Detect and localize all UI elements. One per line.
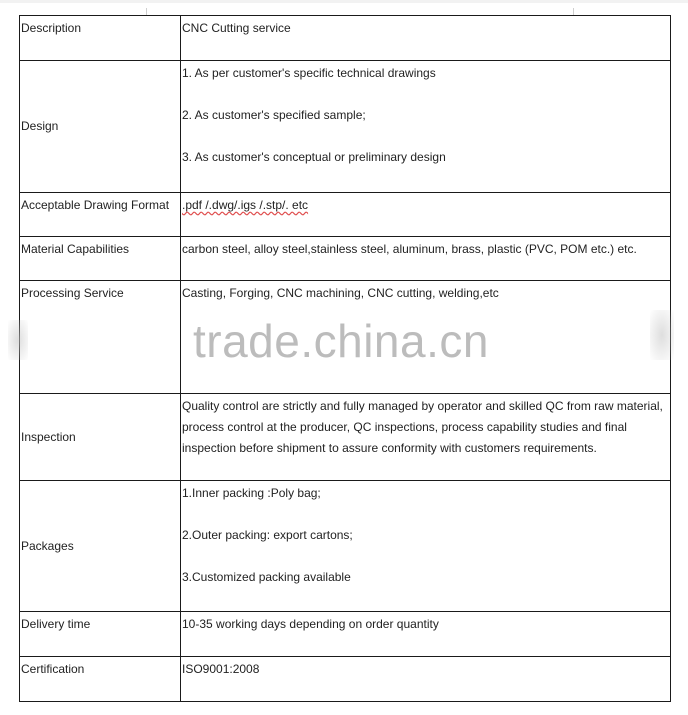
row-key bbox=[20, 394, 181, 481]
table-row-drawing-format bbox=[20, 193, 671, 237]
row-key bbox=[20, 481, 181, 612]
row-value-text: 3.Customized packing available bbox=[182, 570, 351, 584]
row-value bbox=[181, 193, 671, 237]
row-value-text: 10-35 working days depending on order quantity bbox=[182, 617, 439, 631]
row-value-text: 2. As customer's specified sample; bbox=[182, 108, 366, 122]
row-value bbox=[181, 237, 671, 281]
row-key bbox=[20, 657, 181, 702]
table-row-certification bbox=[20, 657, 671, 702]
table-row-material bbox=[20, 237, 671, 281]
table-row-delivery bbox=[20, 612, 671, 657]
row-key bbox=[20, 61, 181, 193]
row-value-text: Quality control are strictly and fully managed by operator and skilled QC from raw material, bbox=[182, 399, 663, 413]
table-row-packages bbox=[20, 481, 671, 612]
row-key bbox=[20, 281, 181, 394]
row-key-text: Material Capabilities bbox=[21, 242, 130, 256]
row-key-text: Delivery time bbox=[21, 617, 91, 631]
row-value-text: inspection before shipment to assure conformity with customers requirements. bbox=[182, 441, 597, 455]
row-key bbox=[20, 193, 181, 237]
row-key bbox=[20, 237, 181, 281]
row-value-text: carbon steel, alloy steel,stainless steel, aluminum, brass, plastic (PVC, POM etc.) etc. bbox=[182, 242, 637, 256]
row-value bbox=[181, 481, 671, 612]
row-value bbox=[181, 394, 671, 481]
row-value-text: 1. As per customer's specific technical drawings bbox=[182, 66, 436, 80]
row-value-text: ISO9001:2008 bbox=[182, 662, 260, 676]
row-value bbox=[181, 16, 671, 61]
row-value bbox=[181, 657, 671, 702]
row-value-text: 3. As customer's conceptual or preliminary design bbox=[182, 150, 446, 164]
table-row-inspection bbox=[20, 394, 671, 481]
table-row-design bbox=[20, 61, 671, 193]
row-value bbox=[181, 61, 671, 193]
top-edge-line bbox=[0, 0, 688, 3]
row-key-text: Acceptable Drawing Format bbox=[21, 198, 170, 212]
row-key bbox=[20, 612, 181, 657]
row-value-text: .pdf /.dwg/.igs /.stp/. etc bbox=[182, 198, 309, 212]
row-key-text: Certification bbox=[21, 662, 85, 676]
row-key bbox=[20, 16, 181, 61]
watermark-blur bbox=[650, 310, 674, 360]
row-key-text: Packages bbox=[21, 538, 74, 553]
watermark-blur bbox=[8, 320, 28, 360]
row-value-text: 2.Outer packing: export cartons; bbox=[182, 528, 353, 542]
row-value-text: 1.Inner packing :Poly bag; bbox=[182, 486, 321, 500]
row-value-text: CNC Cutting service bbox=[182, 21, 291, 35]
row-key-text: Design bbox=[21, 119, 59, 133]
watermark-text: trade.china.cn bbox=[193, 315, 489, 367]
row-value bbox=[181, 612, 671, 657]
row-value-text: Casting, Forging, CNC machining, CNC cutting, welding,etc bbox=[182, 286, 499, 300]
row-key-text: Processing Service bbox=[21, 286, 124, 300]
table-row-description bbox=[20, 16, 671, 61]
row-value-text: process control at the producer, QC inspections, process capability studies and final bbox=[182, 420, 627, 434]
row-key-text: Inspection bbox=[21, 429, 76, 444]
row-key-text: Description bbox=[21, 21, 82, 35]
